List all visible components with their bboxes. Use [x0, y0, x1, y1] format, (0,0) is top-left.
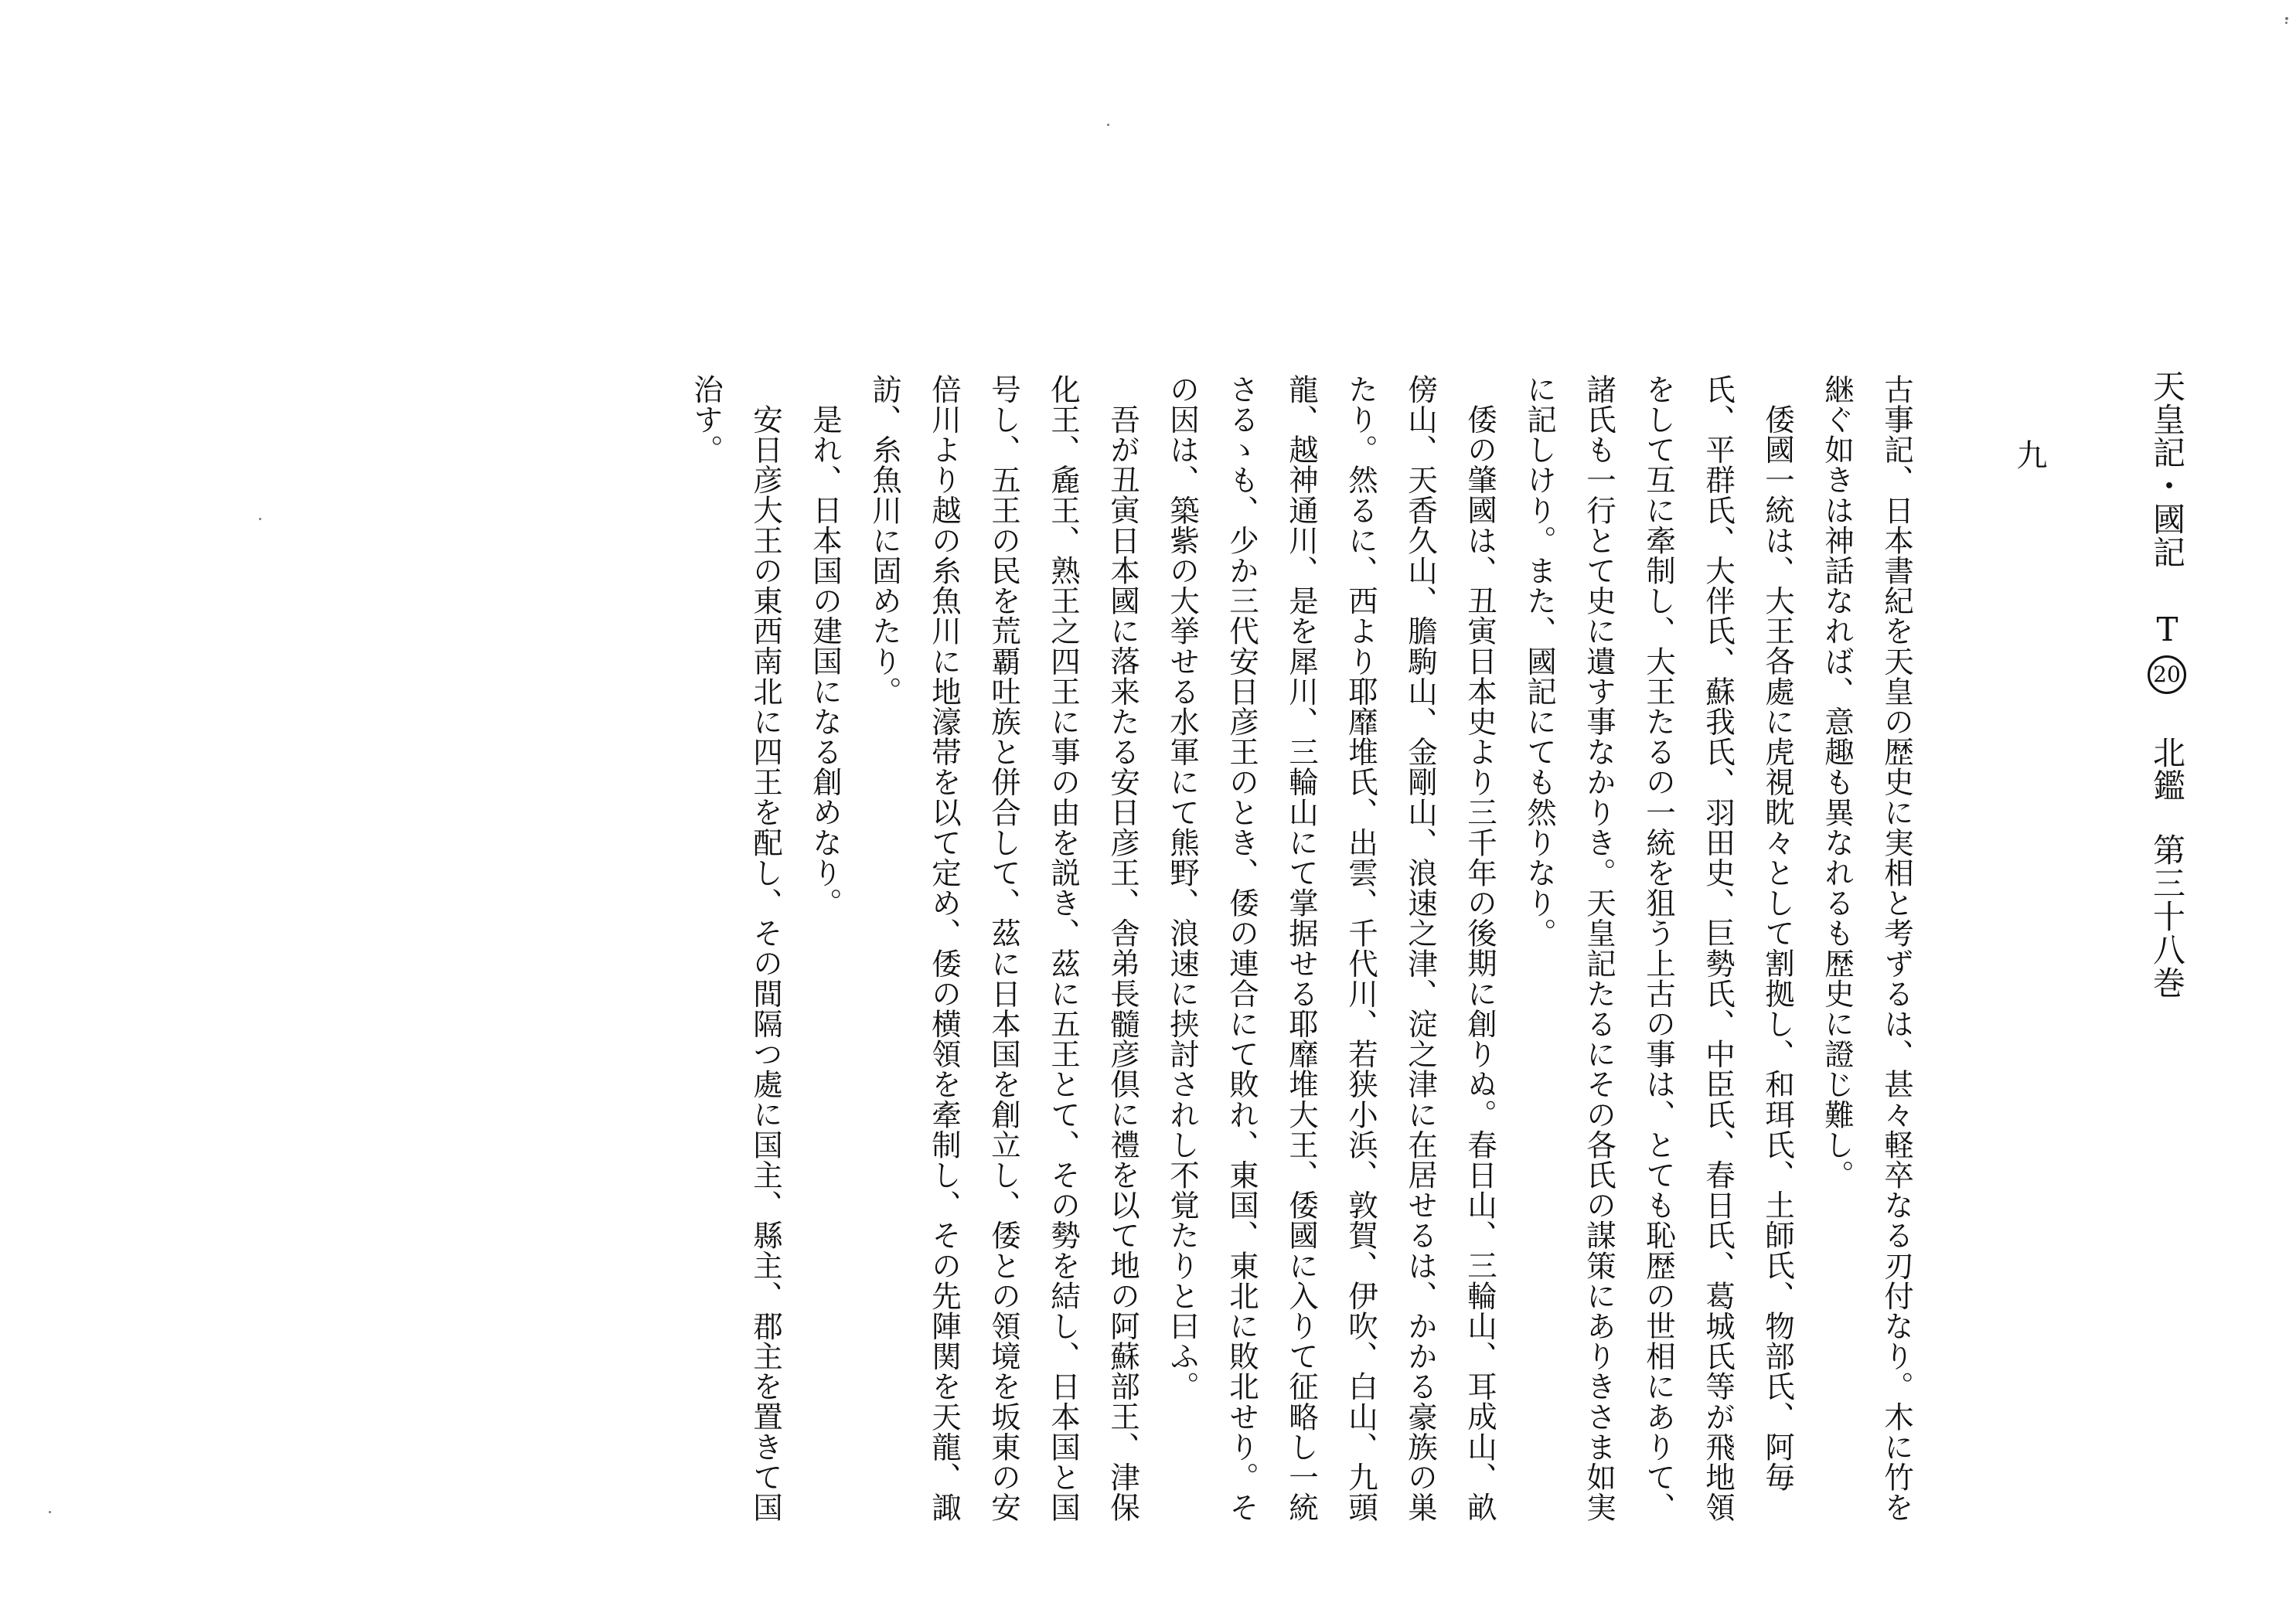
paragraph-1: 古事記、日本書紀を天皇の歴史に実相と考ずるは、甚々軽卒なる刃付なり。木に竹を継ぐ如きは神話なれば、意趣も異なれるも歴史に證じ難し。	[1820, 374, 1914, 1523]
running-header	[2148, 369, 2186, 999]
page-number: 九	[2012, 439, 2047, 470]
paragraph-4: 吾が丑寅日本國に落来たる安日彦王、舎弟長髓彦倶に禮を以て地の阿蘇部王、津保化王、麁王、熟王之四王に事の由を説き、茲に五王とて、その勢を結し、日本国と国号し、五王の民を荒覇吐族と併合して、茲に日本国を創立し、倭との領境を坂東の安倍川より越の糸魚川に地濠帯を以て定め、倭の横領を牽制し、その先陣関を天龍、諏訪、糸魚川に固めたり。	[867, 374, 1140, 1523]
header-part-number: 20	[2148, 655, 2186, 694]
paragraph-2: 倭國一統は、大王各處に虎視眈々として割拠し、和珥氏、土師氏、物部氏、阿毎氏、平群氏、大伴氏、蘇我氏、羽田史、巨勢氏、中臣氏、春日氏、葛城氏等が飛地領をして互に牽制し、大王たるの一統を狙う上古の事は、とても恥歴の世相にありて、諸氏も一行とて史に遺す事なかりき。天皇記たるにその各氏の謀策にありきさま如実に記しけり。また、國記にても然りなり。	[1522, 374, 1795, 1523]
body-text	[689, 374, 1926, 1533]
paragraph-3: 倭の肇國は、丑寅日本史より三千年の後期に創りぬ。春日山、三輪山、耳成山、畝傍山、天香久山、膽駒山、金剛山、浪速之津、淀之津に在居せるは、かかる豪族の巣たり。然るに、西より耶靡堆氏、出雲、千代川、若狭小浜、敦賀、伊吹、白山、九頭龍、越神通川、是を犀川、三輪山にて掌据せる耶靡堆大王、倭國に入りて征略し一統さるゝも、少か三代安日彦王のとき、倭の連合にて敗れ、東国、東北に敗北せり。その因は、築紫の大挙せる水軍にて熊野、浪速に挟討されし不覚たりと曰ふ。	[1165, 374, 1497, 1523]
header-part: T	[2148, 611, 2186, 649]
paragraph-5: 是れ、日本国の建国になる創めなり。	[808, 403, 843, 918]
header-title: 天皇記・國記	[2148, 369, 2186, 569]
paragraph-6: 安日彦大王の東西南北に四王を配し、その間隔つ處に国主、縣主、郡主を置きて国治す。	[689, 374, 783, 1523]
header-volume: 第三十八巻	[2148, 833, 2186, 999]
header-series: 北鑑	[2148, 736, 2186, 802]
